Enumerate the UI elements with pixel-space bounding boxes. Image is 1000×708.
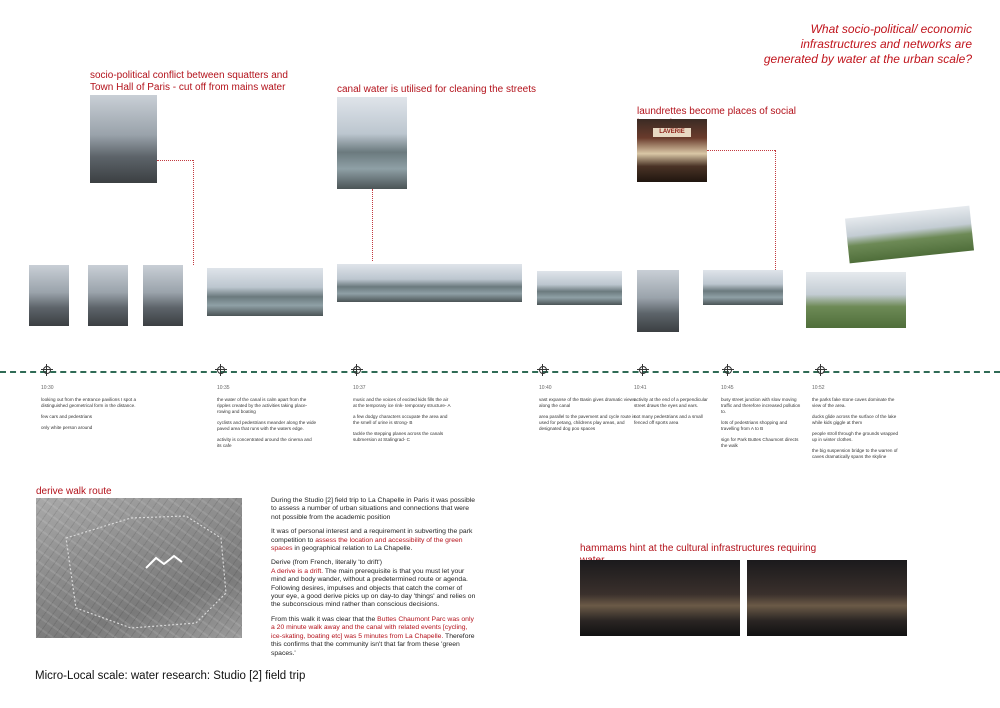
route-overlay bbox=[36, 498, 242, 638]
stop-time: 10:41 bbox=[634, 385, 647, 391]
leader-line bbox=[775, 150, 776, 270]
stop-time: 10:35 bbox=[217, 385, 230, 391]
photo-stop-1c bbox=[143, 265, 183, 326]
photo-stop-4 bbox=[537, 271, 622, 305]
stop-note: looking out from the entrance pavilions I spot a distinguished geometrical form in the distance. bbox=[41, 397, 136, 408]
stop-3 bbox=[353, 385, 453, 448]
photo-stop-7 bbox=[806, 272, 906, 328]
stop-note: not many pedestrians and a small fenced off sports area bbox=[634, 414, 703, 425]
photo-laverie bbox=[637, 119, 707, 182]
stop-note: lots of pedestrians shopping and travelling from A to B bbox=[721, 420, 788, 431]
stop-time: 10:45 bbox=[721, 385, 734, 391]
photo-squatters-street bbox=[90, 95, 157, 183]
stop-notes bbox=[634, 397, 714, 426]
research-question: What socio-political/ economic infrastructures and networks are generated by water at the urban scale? bbox=[763, 22, 972, 66]
stop-5 bbox=[634, 385, 714, 431]
timeline-marker bbox=[41, 364, 53, 376]
callout-hammams: hammams hint at the cultural infrastructures requiring bbox=[580, 543, 817, 554]
photo-canal-street bbox=[337, 97, 407, 189]
timeline-marker bbox=[215, 364, 227, 376]
stop-time: 10:52 bbox=[812, 385, 825, 391]
stop-note: the parks fake stone caves dominate the view of the area. bbox=[812, 397, 895, 408]
photo-stop-1a bbox=[29, 265, 69, 326]
timeline-marker bbox=[351, 364, 363, 376]
photo-stop-5 bbox=[637, 270, 679, 332]
stop-2 bbox=[217, 385, 317, 454]
timeline-marker bbox=[637, 364, 649, 376]
leader-line bbox=[372, 189, 373, 261]
stop-note: busy street junction with slow moving traffic and therefore increased pollution to. bbox=[721, 397, 801, 414]
stop-note: the water of the canal is calm apart from the ripples created by the activities taking place- rowing and boating bbox=[217, 397, 308, 414]
timeline-line bbox=[0, 371, 1000, 373]
stop-note: activity at the end of a perpendicular street draws the eyes and ears. bbox=[634, 397, 708, 408]
photo-stop-6 bbox=[703, 270, 783, 305]
leader-line bbox=[157, 160, 193, 161]
stop-note: music and the voices of excited kids fills the air at the temporary ice rink- temporary structure- A bbox=[353, 397, 451, 408]
photo-stop-7-collage bbox=[845, 206, 974, 264]
photo-stop-2 bbox=[207, 268, 323, 316]
stop-note: sign for Park Buttes Chaumont directs the walk bbox=[721, 437, 799, 448]
intro-paragraph-1: During the Studio [2] field trip to La Chapelle in Paris it was possible to assess a number of urban situations and connections that were not possible from the academic position bbox=[271, 497, 476, 521]
page-footer-title: Micro-Local scale: water research: Studio [2] field trip bbox=[35, 670, 306, 682]
stop-note: activity is concentrated around the cinema and its cafe bbox=[217, 437, 312, 448]
timeline-marker bbox=[815, 364, 827, 376]
timeline-marker bbox=[722, 364, 734, 376]
stop-time: 10:40 bbox=[539, 385, 552, 391]
stop-7 bbox=[812, 385, 902, 465]
callout-squatters: socio-political conflict between squatters and Town Hall of Paris - cut off from mains water bbox=[90, 70, 288, 93]
stop-notes bbox=[353, 397, 453, 443]
stop-note: ducks glide across the surface of the lake while kids giggle at them bbox=[812, 414, 897, 425]
stop-note: tackle the stepping planes across the canals submersion at Stalingrad- C bbox=[353, 431, 444, 442]
stop-note: a few dodgy characters occupate the area and the smell of urine is strong- B bbox=[353, 414, 448, 425]
callout-laundrettes: laundrettes become places of social bbox=[637, 106, 796, 117]
stop-notes bbox=[217, 397, 317, 449]
stop-notes bbox=[812, 397, 902, 460]
leader-line bbox=[707, 150, 775, 151]
callout-canal: canal water is utilised for cleaning the streets bbox=[337, 84, 536, 95]
leader-line bbox=[193, 160, 194, 265]
photo-hammam-1 bbox=[580, 560, 740, 636]
intro-paragraph-2: It was of personal interest and a requirement in subverting the park competition to assess the location and accessibility of the green spaces in geographical relation to La Chapelle. bbox=[271, 528, 473, 553]
photo-stop-3 bbox=[337, 264, 522, 302]
intro-paragraph-3: Derive (from French, literally 'to drift') A derive is a drift. The main prerequisite is that you must let your mind and body wander, without a predetermined route or agenda. Following desires, impulses and objects that catch the corner of your eye, a good derive picks up on day-to day 'things' and relies on the subconscious mind rather than conscious decisions. bbox=[271, 559, 476, 609]
stop-notes bbox=[721, 397, 803, 449]
stop-note: only white person around bbox=[41, 425, 93, 430]
stop-notes bbox=[41, 397, 141, 431]
stop-time: 10:30 bbox=[41, 385, 54, 391]
stop-4 bbox=[539, 385, 639, 437]
stop-time: 10:37 bbox=[353, 385, 366, 391]
intro-text bbox=[271, 497, 476, 664]
timeline-marker bbox=[537, 364, 549, 376]
stop-6 bbox=[721, 385, 803, 454]
derive-route-map bbox=[36, 498, 242, 638]
intro-paragraph-4: From this walk it was clear that the Buttes Chaumont Parc was only a 20 minute walk away and the canal with related events [cycling, ice-skating, boating etc] was 5 minutes from La Chapelle. Therefore this confirms that the community isn't that far from these 'green spaces.' bbox=[271, 615, 475, 657]
laverie-sign: LAVERIE bbox=[653, 128, 691, 137]
stop-note: vast expanse of the Basin gives dramatic views along the canal bbox=[539, 397, 636, 408]
photo-hammam-2 bbox=[747, 560, 907, 636]
stop-notes bbox=[539, 397, 639, 432]
stop-note: the big suspension bridge to the warren of caves dramatically spans the skyline bbox=[812, 448, 898, 459]
stop-note: few cars and pedestrians bbox=[41, 414, 93, 419]
stop-note: area parallel to the pavement and cycle route is used for petang, childrens play areas, and designated dog poo spaces bbox=[539, 414, 636, 431]
stop-1 bbox=[41, 385, 141, 436]
stop-note: people stroll through the grounds wrapped up in winter clothes. bbox=[812, 431, 899, 442]
callout-derive: derive walk route bbox=[36, 486, 112, 497]
photo-stop-1b bbox=[88, 265, 128, 326]
stop-note: cyclists and pedestrians meander along the wide paved area that runs with the waters edge. bbox=[217, 420, 317, 431]
